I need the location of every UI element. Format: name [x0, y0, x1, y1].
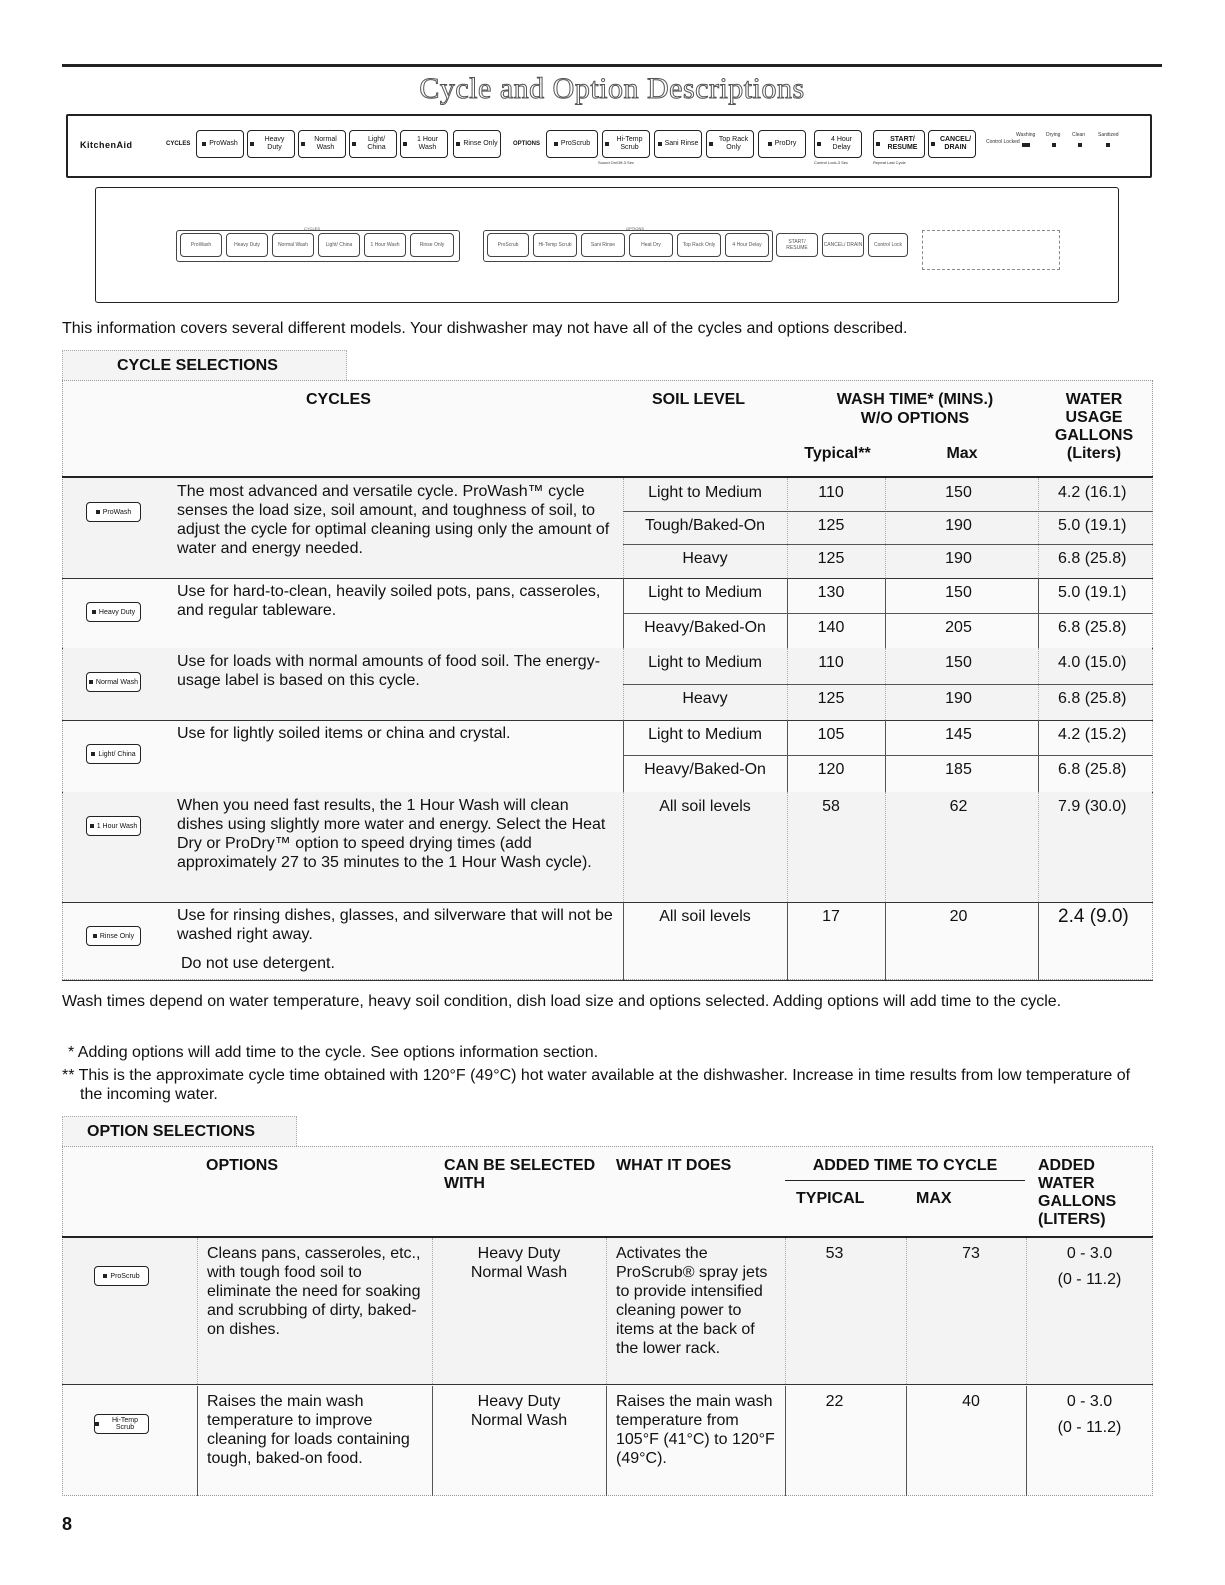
soil-level: Heavy — [682, 690, 728, 707]
max-time: 190 — [945, 550, 972, 567]
soil-level: All soil levels — [659, 908, 751, 925]
sub-label-repeat: Repeat Last Cycle — [873, 160, 906, 165]
sub-label-sound: Sound On/Off-3 Sec — [598, 160, 634, 165]
max-time: 150 — [945, 654, 972, 671]
typical-time: 125 — [817, 517, 845, 534]
col-header-max: Max — [946, 445, 978, 462]
panel-button-sani-rinse: Sani Rinse — [654, 130, 702, 158]
max-time: 205 — [945, 619, 972, 636]
typical-time: 58 — [822, 798, 840, 815]
opt-header-max: MAX — [916, 1190, 952, 1207]
max-time: 190 — [945, 517, 972, 534]
opt-header-typical: TYPICAL — [796, 1190, 865, 1207]
soil-level: Light to Medium — [648, 726, 762, 743]
option-what-it-does: Raises the main wash temperature from 105°F (41°C) to 120°F (49°C). — [616, 1393, 775, 1467]
soil-level: All soil levels — [659, 798, 751, 815]
option-can-be-selected-with: Heavy Duty Normal Wash — [470, 1245, 568, 1281]
cycle-button-normal-wash-icon: Normal Wash — [86, 672, 141, 692]
row-divider — [62, 980, 1153, 981]
options-group-label: OPTIONS — [513, 141, 541, 147]
option-typical-time: 22 — [825, 1393, 844, 1410]
typical-time: 17 — [822, 908, 840, 925]
opt-header-can-be: CAN BE SELECTED WITH — [444, 1157, 596, 1192]
cycle-description: The most advanced and versatile cycle. ProWash™ cycle senses the load size, soil amount, and toughness of soil, to adjust the cycle for optimal cleaning using only the amount of water and energy needed. — [177, 483, 610, 557]
option-button-hi-temp-scrub-icon: Hi-Temp Scrub — [94, 1414, 149, 1434]
col-header-wash-time: WASH TIME* (MINS.) — [836, 391, 994, 408]
panel2-button-4-hour-delay: 4 Hour Delay — [725, 233, 769, 257]
cycles-group-label-2: CYCLES — [304, 226, 321, 231]
typical-time: 110 — [818, 654, 844, 671]
water-usage: 4.0 (15.0) — [1058, 654, 1127, 671]
soil-level: Light to Medium — [648, 484, 762, 501]
water-usage: 6.8 (25.8) — [1058, 550, 1127, 567]
indicator-clean-light — [1078, 143, 1082, 147]
option-added-water: 0 - 3.0 — [1066, 1245, 1113, 1262]
max-time: 145 — [945, 726, 972, 743]
column-divider — [1038, 478, 1039, 578]
water-usage: 7.9 (30.0) — [1058, 798, 1127, 815]
panel-button-hi-temp-scrub: Hi-Temp Scrub — [602, 130, 650, 158]
max-time: 190 — [945, 690, 972, 707]
option-typical-time: 53 — [825, 1245, 844, 1262]
options-group-label-2: OPTIONS — [626, 226, 645, 231]
col-header-soil: SOIL LEVEL — [652, 391, 746, 408]
option-button-proscrub-icon: ProScrub — [94, 1266, 149, 1286]
panel2-button-hi-temp-scrub: Hi-Temp Scrub — [533, 233, 577, 257]
option-description: Raises the main wash temperature to improve cleaning for loads containing tough, baked-on food. — [207, 1393, 410, 1467]
water-usage: 2.4 (9.0) — [1058, 906, 1129, 927]
panel-button-prodry: ProDry — [758, 130, 806, 158]
panel2-button-1-hour-wash: 1 Hour Wash — [364, 233, 406, 257]
indicator-washing-label: Washing — [1016, 132, 1036, 138]
opt-header-added-time: ADDED TIME TO CYCLE — [812, 1157, 998, 1174]
panel2-button-heat-dry: Heat Dry — [629, 233, 673, 257]
soil-line-divider — [623, 755, 1153, 756]
panel2-button-proscrub: ProScrub — [487, 233, 529, 257]
indicator-washing-light — [1026, 143, 1030, 147]
panel2-button-normal-wash: Normal Wash — [272, 233, 314, 257]
indicator-drying-label: Drying — [1046, 132, 1061, 138]
water-usage: 4.2 (16.1) — [1058, 484, 1127, 501]
column-divider — [1038, 720, 1039, 792]
cycle-description: Use for hard-to-clean, heavily soiled pots, pans, casseroles, and regular tableware. — [177, 583, 601, 619]
panel-button-prowash: ProWash — [196, 130, 244, 158]
max-time: 20 — [949, 908, 968, 925]
option-max-time: 73 — [962, 1245, 980, 1262]
col-header-wash-time-sub: W/O OPTIONS — [860, 410, 970, 427]
panel-button-cancel-drain: CANCEL/ DRAIN — [928, 130, 976, 158]
max-time: 185 — [945, 761, 972, 778]
panel2-button-prowash: ProWash — [180, 233, 222, 257]
top-rule — [62, 64, 1162, 67]
max-time: 62 — [949, 798, 968, 815]
panel2-button-light-china: Light/ China — [318, 233, 360, 257]
row-divider — [62, 720, 1153, 721]
water-usage: 4.2 (15.2) — [1058, 726, 1127, 743]
column-divider — [197, 1386, 198, 1496]
cycle-description: Use for rinsing dishes, glasses, and silverware that will not be washed right away. — [177, 907, 613, 943]
column-divider — [1038, 792, 1039, 902]
indicator-sanitized-light — [1106, 143, 1110, 147]
option-added-water-liters: (0 - 11.2) — [1057, 1271, 1122, 1288]
cycle-button-heavy-duty-icon: Heavy Duty — [86, 602, 141, 622]
page-number: 8 — [62, 1514, 73, 1534]
control-panel-diagram-1 — [66, 114, 1152, 178]
footnote-star: * Adding options will add time to the cycle. See options information section. — [68, 1044, 599, 1061]
cycles-group-label: CYCLES — [166, 141, 191, 147]
cycle-button-light-china-icon: Light/ China — [86, 744, 141, 764]
typical-time: 110 — [818, 484, 844, 501]
brand-logo: KitchenAid — [80, 140, 133, 150]
column-divider — [606, 1238, 607, 1384]
cycle-description: Use for lightly soiled items or china and crystal. — [177, 725, 511, 742]
opt-header-water: ADDED WATER GALLONS (LITERS) — [1038, 1157, 1117, 1228]
panel2-button-top-rack-only: Top Rack Only — [677, 233, 721, 257]
panel2-button-heavy-duty: Heavy Duty — [226, 233, 268, 257]
soil-level: Heavy/Baked-On — [644, 619, 766, 636]
panel2-button-control-lock: Control Lock — [868, 233, 908, 257]
column-divider — [197, 1238, 198, 1384]
sub-label-control-lock: Control Lock-3 Sec — [814, 160, 849, 165]
option-description: Cleans pans, casseroles, etc., with tough food soil to eliminate the need for soaking and scrubbing of dirty, baked-on dishes. — [207, 1245, 421, 1338]
water-usage: 6.8 (25.8) — [1058, 619, 1127, 636]
option-what-it-does: Activates the ProScrub® spray jets to provide intensified cleaning power to items at the back of the lower rack. — [616, 1245, 768, 1357]
indicator-clean-label: Clean — [1072, 132, 1086, 138]
added-time-sub-rule — [785, 1180, 1025, 1181]
panel-button-normal-wash: Normal Wash — [298, 130, 346, 158]
water-usage: 6.8 (25.8) — [1058, 761, 1127, 778]
col-header-cycles: CYCLES — [306, 391, 371, 408]
option-max-time: 40 — [962, 1393, 980, 1410]
panel-button-proscrub: ProScrub — [546, 130, 598, 158]
indicator-drying-light — [1052, 143, 1056, 147]
wash-times-note: Wash times depend on water temperature, heavy soil condition, dish load size and options selected. Adding options will add time to the cycle. — [62, 993, 1062, 1010]
page-title: Cycle and Option Descriptions — [419, 72, 805, 105]
soil-level: Heavy — [682, 550, 728, 567]
cycle-description: Use for loads with normal amounts of food soil. The energy-usage label is based on this cycle. — [177, 653, 601, 689]
display-area-outline — [922, 230, 1060, 270]
cycle-description: When you need fast results, the 1 Hour Wash will clean dishes using slightly more water and energy. Select the Heat Dry or ProDry™ option to speed drying times (add approximately 27 to 35 minutes to the 1 Hour Wash cycle). — [177, 797, 606, 871]
indicator-sanitized-label: Sanitized — [1098, 132, 1119, 138]
typical-time: 125 — [817, 690, 845, 707]
cycle-button-rinse-only-icon: Rinse Only — [86, 926, 141, 946]
cycle-button-1-hour-wash-icon: 1 Hour Wash — [86, 816, 141, 836]
typical-time: 105 — [817, 726, 845, 743]
option-selections-tab: OPTION SELECTIONS — [62, 1116, 297, 1146]
cycle-description-note: Do not use detergent. — [181, 955, 335, 972]
panel-button-4-hour-delay: 4 Hour Delay — [814, 130, 862, 158]
soil-line-divider — [623, 684, 1153, 685]
soil-level: Tough/Baked-On — [644, 517, 766, 534]
typical-time: 140 — [817, 619, 845, 636]
panel-button-top-rack-only: Top Rack Only — [706, 130, 754, 158]
option-added-water-liters: (0 - 11.2) — [1057, 1419, 1122, 1436]
typical-time: 120 — [817, 761, 845, 778]
footnote-double-star: ** This is the approximate cycle time obtained with 120°F (49°C) hot water available at the dishwasher. Increase in time results from low temperature of the incoming water. — [62, 1067, 1131, 1103]
row-divider — [62, 1384, 1153, 1385]
typical-time: 125 — [817, 550, 845, 567]
column-divider — [606, 1386, 607, 1496]
col-header-water: WATER USAGE GALLONS (Liters) — [1054, 391, 1134, 462]
row-divider — [62, 902, 1153, 903]
soil-line-divider — [623, 544, 1153, 545]
control-locked-label: Control Locked — [986, 139, 1020, 145]
cycle-selections-tab: CYCLE SELECTIONS — [62, 350, 347, 380]
row-divider — [62, 578, 1153, 579]
panel-button-start-resume: START/ RESUME — [873, 130, 925, 158]
panel-button-light-china: Light/ China — [349, 130, 397, 158]
intro-text: This information covers several different models. Your dishwasher may not have all of the cycles and options described. — [62, 320, 908, 337]
opt-header-options: OPTIONS — [206, 1157, 279, 1174]
panel2-button-rinse-only: Rinse Only — [410, 233, 454, 257]
water-usage: 5.0 (19.1) — [1058, 584, 1127, 601]
col-header-typical: Typical** — [804, 445, 871, 462]
max-time: 150 — [945, 484, 972, 501]
panel2-button-cancel-drain: CANCEL/ DRAIN — [822, 233, 864, 257]
water-usage: 5.0 (19.1) — [1058, 517, 1127, 534]
typical-time: 130 — [817, 584, 845, 601]
control-panel-diagram-2 — [95, 187, 1119, 303]
soil-level: Light to Medium — [648, 584, 762, 601]
option-added-water: 0 - 3.0 — [1066, 1393, 1113, 1410]
panel2-button-start-resume: START/ RESUME — [776, 233, 818, 257]
panel-button-rinse-only: Rinse Only — [453, 130, 501, 158]
water-usage: 6.8 (25.8) — [1058, 690, 1127, 707]
max-time: 150 — [945, 584, 972, 601]
panel2-button-sani-rinse: Sani Rinse — [581, 233, 625, 257]
option-can-be-selected-with: Heavy Duty Normal Wash — [470, 1393, 568, 1429]
soil-level: Light to Medium — [648, 654, 762, 671]
opt-header-what: WHAT IT DOES — [616, 1157, 732, 1174]
soil-level: Heavy/Baked-On — [644, 761, 766, 778]
soil-line-divider — [623, 511, 1153, 512]
cycle-button-prowash-icon: ProWash — [86, 502, 141, 522]
column-divider — [1038, 902, 1039, 980]
panel-button-heavy-duty: Heavy Duty — [247, 130, 295, 158]
panel-button-1-hour-wash: 1 Hour Wash — [400, 130, 448, 158]
soil-line-divider — [623, 613, 1153, 614]
